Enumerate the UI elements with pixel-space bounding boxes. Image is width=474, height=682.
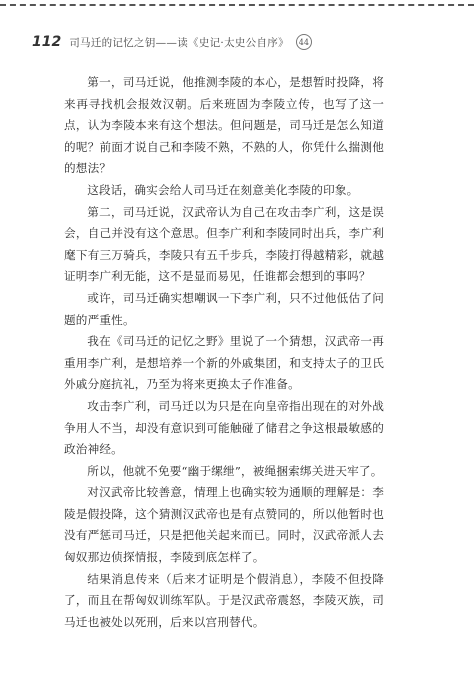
running-header xyxy=(32,31,454,53)
paragraph: 第一，司马迁说，他推测李陵的本心，是想暂时投降，将来再寻找机会报效汉朝。后来班固为李陵立传，也写了这一点，认为李陵本来有这个想法。但问题是，司马迁是怎么知道的呢？前面才说自己和李陵不熟，不熟的人，你凭什么揣测他的想法？ xyxy=(64,75,384,176)
paragraph: 我在《司马迁的记忆之野》里说了一个猜想，汉武帝一再重用李广利，是想培养一个新的外戚集团，和支持太子的卫氏外戚分庭抗礼，乃至为将来更换太子作准备。 xyxy=(64,334,384,392)
paragraph: 第二，司马迁说，汉武帝认为自己在攻击李广利，这是误会，自己并没有这个意思。但李广利和李陵同时出兵，李广利麾下有三万骑兵，李陵只有五千步兵，李陵打得越精彩，就越证明李广利无能，这不是显而易见，任谁都会想到的事吗？ xyxy=(64,204,384,284)
ornament-icon: 44 xyxy=(296,34,312,50)
body-text xyxy=(64,72,384,633)
paragraph: 这段话，确实会给人司马迁在刻意美化李陵的印象。 xyxy=(87,182,359,197)
page-number: 112 xyxy=(32,34,62,50)
paragraph: 所以，他就不免要“幽于缧绁”，被绳捆索绑关进天牢了。 xyxy=(87,463,383,478)
top-dashed-rule xyxy=(0,4,474,6)
running-title: 司马迁的记忆之钥——读《史记·太史公自序》 xyxy=(69,36,289,49)
paragraph: 攻击李广利，司马迁以为只是在向皇帝指出现在的对外战争用人不当，却没有意识到可能触碰了储君之争这根最敏感的政治神经。 xyxy=(64,398,384,457)
paragraph: 结果消息传来（后来才证明是个假消息），李陵不但投降了，而且在帮匈奴训练军队。于是汉武帝震怒，李陵灭族，司马迁也被处以死刑，后来以宫刑替代。 xyxy=(64,571,384,629)
paragraph: 或许，司马迁确实想嘲讽一下李广利，只不过他低估了问题的严重性。 xyxy=(64,290,384,327)
paragraph: 对汉武帝比较善意，情理上也确实较为通顺的理解是：李陵是假投降，这个猜测汉武帝也是有点赞同的，所以他暂时也没有严惩司马迁，只是把他关起来而已。同时，汉武帝派人去匈奴那边侦探情报，李陵到底怎样了。 xyxy=(64,485,384,565)
